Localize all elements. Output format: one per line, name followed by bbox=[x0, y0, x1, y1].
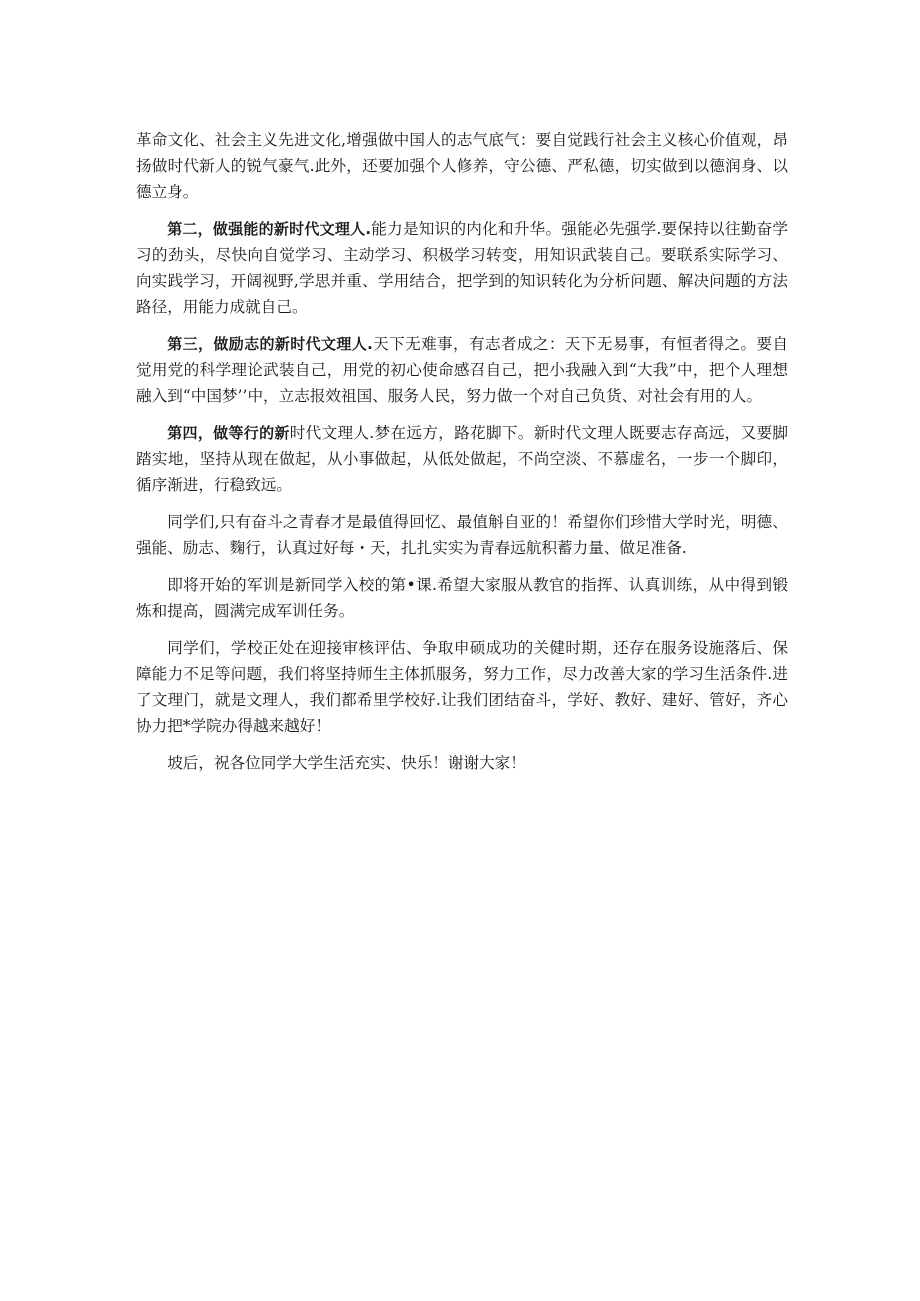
paragraph-3-text: 天下无难事，有志者成之：天下无易事，有恒者得之。要自觉用党的科学理论武装自己，用党的初心使命感召自己，把小我融入到“大我”中，把个人理想融入到“中国梦’’中，立志报效祖国、服务人民，努力做一个对自己负货、对社会有用的人。 bbox=[136, 335, 788, 405]
paragraph-8-text: 坡后，祝各位同学大学生活充实、快乐！谢谢大家！ bbox=[167, 754, 526, 772]
paragraph-8 bbox=[136, 750, 788, 776]
paragraph-2-text: 能力是知识的内化和升华。强能必先强学.要保持以往勤奋学习的劲头，尽快向自觉学习、主动学习、积极学习转变，用知识武装自己。要联系实际学习、向实践学习，开阔视野,学思并重、学用结合，把学到的知识转化为分析问题、解决问题的方法路径，用能力成就自己。 bbox=[136, 220, 788, 316]
paragraph-7 bbox=[136, 635, 788, 739]
paragraph-1-text: 革命文化、社会主义先进文化,增强做中国人的志气底气：要自觉践行社会主义核心价值观，昂扬做时代新人的锐气豪气.此外，还要加强个人修养，守公德、严私德，切实做到以德润身、以德立身。 bbox=[136, 131, 788, 201]
paragraph-2-heading: 第二，做强能的新时代文理人. bbox=[167, 220, 372, 238]
paragraph-2 bbox=[136, 216, 788, 320]
paragraph-7-text: 同学们，学校正处在迎接审核评估、争取申硕成功的关健时期，还存在服务设施落后、保障能力不足等问题，我们将坚持师生主体抓服务，努力工作，尽力改善大家的学习生活条件.进了文理门，就是文理人，我们都希里学校好.让我们团结奋斗，学好、教好、建好、管好，齐心协力把*学院办得越来越好！ bbox=[136, 639, 788, 735]
speech-body bbox=[136, 127, 788, 787]
paragraph-4-text: 时代文理人.梦在远方，路花脚下。新时代文理人既要志存高远，又要脚踏实地，坚持从现在做起，从小事做起，从低处做起，不尚空淡、不慕虚名，一步一个脚印，循序渐进，行稳致远。 bbox=[136, 424, 788, 494]
paragraph-6 bbox=[136, 572, 788, 624]
paragraph-5 bbox=[136, 509, 788, 561]
paragraph-6-text: 即将开始的军训是新同学入校的第•课.希望大家服从教官的指挥、认真训练，从中得到锻炼和提高，圆满完成军训任务。 bbox=[136, 576, 788, 620]
paragraph-3 bbox=[136, 331, 788, 409]
paragraph-4-heading: 第四，做等行的新 bbox=[167, 424, 290, 442]
paragraph-4 bbox=[136, 420, 788, 498]
paragraph-5-text: 同学们,只有奋斗之青春才是最值得回忆、最值斛自亚的！希望你们珍惜大学时光，明德、强能、励志、麴行，认真过好每・天，扎扎实实为青春远航积蓄力量、做足准备. bbox=[136, 513, 788, 557]
paragraph-1 bbox=[136, 127, 788, 205]
paragraph-3-heading: 第三，做励志的新时代文理人. bbox=[167, 335, 373, 353]
